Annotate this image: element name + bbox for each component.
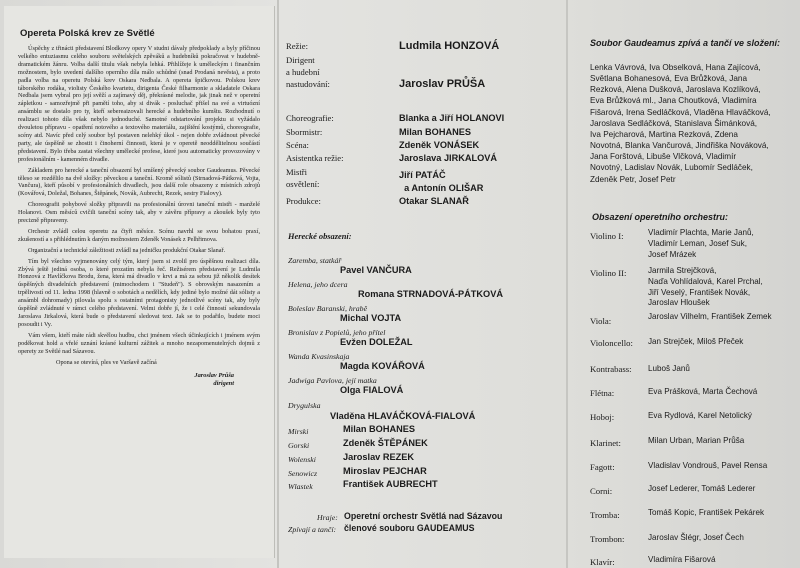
credit-value: Jaroslav PRŮŠA [399,78,486,90]
cast-actor: Magda KOVÁŘOVÁ [340,361,425,371]
ensemble-line: Rezková, Alena Dušková, Jaroslava Kozlíková, [590,85,761,95]
instrument-label: Violino II: [590,268,627,278]
credit-value: Jaroslava JIRKALOVÁ [399,153,498,163]
instrument-players: Tomáš Kopic, František Pekárek [648,508,765,517]
credit-label: Produkce: [286,196,321,206]
ensemble-line: Zdeněk Petr, Josef Petr [590,174,676,184]
credits-panel [286,30,566,560]
credit-value: Jiří PATÁČ a Antonín OLIŠAR [399,170,484,193]
credit-label: Sbormistr: [286,127,323,137]
footer-value: členové souboru GAUDEAMUS [344,523,475,533]
footer-value: Operetní orchestr Světlá nad Sázavou [344,511,503,521]
instrument-label: Klavír: [590,557,615,567]
instrument-players: Vladislav Vondrouš, Pavel Rensa [648,461,768,470]
cast-role: Bronislav z Popielů, jeho přítel [288,328,386,337]
ensemble-line: Iva Pejcharová, Martina Rezková, Zdena [590,129,738,139]
signature-name: Jaroslav Průša [194,372,234,380]
cast-actor: Evžen DOLEŽAL [340,337,413,347]
instrument-players: Jarmila Strejčková, Naďa Vohlídalová, Karel Prchal, Jiří Veselý, František Novák, Jaroslav Hloušek [648,266,763,308]
intro-paragraph: Opona se otevírá, ples ve Varšavě začíná [56,358,157,366]
cast-actor: Vladěna HLAVÁČKOVÁ-FIALOVÁ [330,411,476,421]
cast-actor: Pavel VANČURA [340,265,412,275]
footer-label: Hraje: [317,513,338,522]
credit-value: Milan BOHANES [399,127,471,137]
ensemble-line: Novotný, Ladislav Novák, Lubomír Sedláček, [590,163,753,173]
credit-label: Choreografie: [286,113,334,123]
cast-actor: Zdeněk ŠTĚPÁNEK [343,438,428,448]
instrument-players: Jaroslav Vilhelm, František Zemek [648,312,772,321]
cast-actor: Miroslav PEJCHAR [343,466,427,476]
cast-actor: Jaroslav REZEK [343,452,414,462]
ensemble-line: Eva Brůžková ml., Jana Choutková, Vladimíra [590,96,757,106]
fold-line [277,0,279,568]
credit-value: Zdeněk VONÁSEK [399,140,480,150]
instrument-label: Fagott: [590,462,615,472]
intro-paragraph: Orchestr zvládl celou operetu za čtyři měsíce. Scénu navrhl se svou bohatou praxí, zkušeností a s přihlédnutím k daným možnostem Zdeněk Vonásek z Pelhřimova. [18,227,260,243]
credit-value: Blanka a Jiří HOLANOVI [399,113,505,123]
signature-role: dirigent [213,380,234,388]
credit-label: Dirigent a hudební nastudování: [286,55,330,89]
instrument-label: Violoncello: [590,338,633,348]
cast-role: Wolenski [288,455,316,464]
intro-paragraph: Organizační a technické záležitosti zvládl na jedničku produkční Otakar Slanař. [28,246,226,254]
intro-paragraph: Vám všem, kteří máte rádi skvělou hudbu, chci jménem všech účinkujících i jménem svým poděkovat hold a vřelé uznání krásné kulturní zážitek a mnoho nezapomenutelných dojmů z operety ze Světlé nad Sázavou. [18,331,260,355]
cast-role: Wlastek [288,482,313,491]
instrument-players: Eva Prášková, Marta Čechová [648,387,758,396]
instrument-label: Klarinet: [590,438,621,448]
credit-value: Otakar SLANAŘ [399,196,469,206]
credit-label: Asistentka režie: [286,153,344,163]
ensemble-panel [590,38,795,567]
orchestra-heading: Obsazení operetního orchestru: [592,212,729,222]
cast-actor: Romana STRNADOVÁ-PÁTKOVÁ [358,289,503,299]
cast-role: Wanda Kvasinskaja [288,352,350,361]
ensemble-line: Lenka Vávrová, Iva Obselková, Hana Zajícová, [590,63,761,72]
instrument-players: Jan Strejček, Miloš Přeček [648,337,744,346]
credit-label: Režie: [286,41,308,51]
cast-actor: Milan BOHANES [343,424,415,434]
footer-label: Zpívají a tančí: [288,525,337,534]
intro-panel [4,6,275,558]
intro-paragraph: Tím byl všechno vyjmenovány celý tým, který jsem si zvolil pro úspěšnou realizaci díla. Zbývá ještě jediná osoba, o které prozatím nebyla řeč. Režisérem představení je Ludmila Honzová z Havlíčkova Brodu, žena, která má divadlo v krvi a má za sebou již několik desítek úspěšných divadelních představení (mimochodem i "Studeň"). S obrovským nasazením a trpělivostí od 11. ledna 1998 (hlavně o sobotách a nedělích, kdy jediné bylo možné dát sólisty a ansámbl dohromady) pilovala spolu s ostatními protagonisty jednotlivé scény tak, aby byly úspěšně zvládnuté v rámci celého představení. Velmi dobře jí, že i celé činností sekundovala Jaroslava Jirkalová, která bude o představení sledovat text. Jak se to podařilo, budete moci posoudit i Vy. [18,257,260,328]
instrument-players: Jaroslav Šlégr, Josef Čech [648,533,744,542]
cast-role: Helena, jeho dcera [288,280,348,289]
cast-role: Senowicz [288,469,318,478]
intro-paragraph: Základem pro herecké a taneční obsazení byl smíšený pěvecký soubor Gaudeamus. Pěvecké těleso se rozdělilo na dvě složky: pěveckou a taneční. Kromě sólistů (Strnadová-Pátková, Vojta, Vančura), kteří působí v profesionálních divadlech, jsou další role obsazeny z místních zdrojů (Kovářová, Doležal, Bohanes, Štěpánek, Novák, Aubrecht, Rezek, sestry Fialovy). [18,166,260,198]
instrument-players: Milan Urban, Marian Průša [648,436,745,445]
instrument-players: Eva Rydlová, Karel Netolický [648,411,752,420]
intro-paragraph: Choreografii pohybové složky připravili na profesionální úrovni taneční mistři - manželé Holanovi. Osm měsíců cvičili taneční scény tak, aby v závěru přípravy a zkoušek byly tyto precizně připraveny. [18,201,260,225]
instrument-label: Kontrabass: [590,364,632,374]
ensemble-line: Jana Forštová, Libuše Vlčková, Vladimír [590,152,737,162]
cast-role: Mirski [288,427,309,436]
instrument-label: Trombon: [590,534,625,544]
ensemble-heading: Soubor Gaudeamus zpívá a tančí ve složení: [590,38,781,48]
instrument-label: Viola: [590,316,612,326]
credit-value: Ludmila HONZOVÁ [399,40,500,52]
intro-paragraph: Úspěchy z třinácti představení Blodkovy opery V studni dávaly předpoklady a byly příčinou velkého entuziasmu celého souboru světelských zpěváků a hudebníků pokračovat v hudebně-dramatickém žánru. Volba další titulu však nebyla lehká. Přihlížeje k uměleckým i finančním možnostem, bylo uvedení dalšího operního díla málo schůdné (snad Prodaná nevěsta), a proto padla volba na operetu Polská krev Oskara Nedbala. A opereta špičkovou. Polskou krev táborského rodáka, violisty Českého kvartetu, dirigenta České filharmonie a skladatele Oskara Nedbala jsem vybral pro její svěží a zajímavý děj, překrásné melodie, jak jinak než v operetní zápletkou - samozřejmě při pamětí toho, aby si divák - posluchač přišel na své a virtuózní ansámblu se dostalo pro ty, kteří sebereaizovali herecké a hudebního kumštu. Rozhodnutí o realizaci tohoto díla však nebylo jednoduché. Samotné odstartování projektu si vyžádalo dvouletou přípravu - opatření notového a textového materiálu, zajištění kostýmů, choreografie, scény atd. Navíc před celý soubor byl postaven nelehký úkol - nejen dobře zvládnout pěvecké party, ale úspěšně se zhostit i činoherní činnosti, která je v operetě neoddělitelnou součástí představení. Bylo třeba zastat všechny umělecké profese, které jsou automaticky provozovány v profesionálním - kamenném divadle. [18,45,260,163]
intro-title: Opereta Polská krev ze Světlé [20,28,155,39]
instrument-players: Vladimíra Fišarová [648,555,716,564]
cast-heading: Herecké obsazení: [288,232,352,241]
ensemble-line: Jaroslava Sedláčková, Stanislava Šimánková, [590,118,758,128]
cast-role: Gorski [288,441,310,450]
cast-actor: Olga FIALOVÁ [340,385,404,395]
instrument-players: Josef Lederer, Tomáš Lederer [648,484,756,493]
cast-actor: František AUBRECHT [343,479,438,489]
ensemble-list [590,62,790,185]
cast-role: Jadwiga Pavlova, její matka [288,376,377,385]
signature [4,372,234,388]
instrument-label: Flétna: [590,388,615,398]
instrument-players: Vladimír Plachta, Marie Janů, Vladimír Leman, Josef Suk, Josef Mrázek [648,228,754,259]
fold-line [566,0,568,568]
instrument-label: Corni: [590,486,613,496]
instrument-label: Tromba: [590,510,620,520]
credit-label: Mistři osvětlení: [286,167,320,189]
instrument-label: Violino I: [590,231,624,241]
cast-role: Zaremba, statkář [288,256,342,265]
cast-role: Drygulska [288,401,321,410]
ensemble-line: Světlana Bohanesová, Eva Brůžková, Jana [590,74,748,84]
ensemble-line: Fišarová, Irena Sedláčková, Vladěna Hlaváčková, [590,107,771,117]
cast-actor: Michal VOJTA [340,313,402,323]
ensemble-line: Novotná, Blanka Vančurová, Jindřiška Nováková, [590,141,769,151]
instrument-label: Hoboj: [590,412,615,422]
cast-role: Boleslav Baranski, hrabě [288,304,368,313]
credit-label: Scéna: [286,140,309,150]
instrument-players: Luboš Janů [648,364,690,373]
